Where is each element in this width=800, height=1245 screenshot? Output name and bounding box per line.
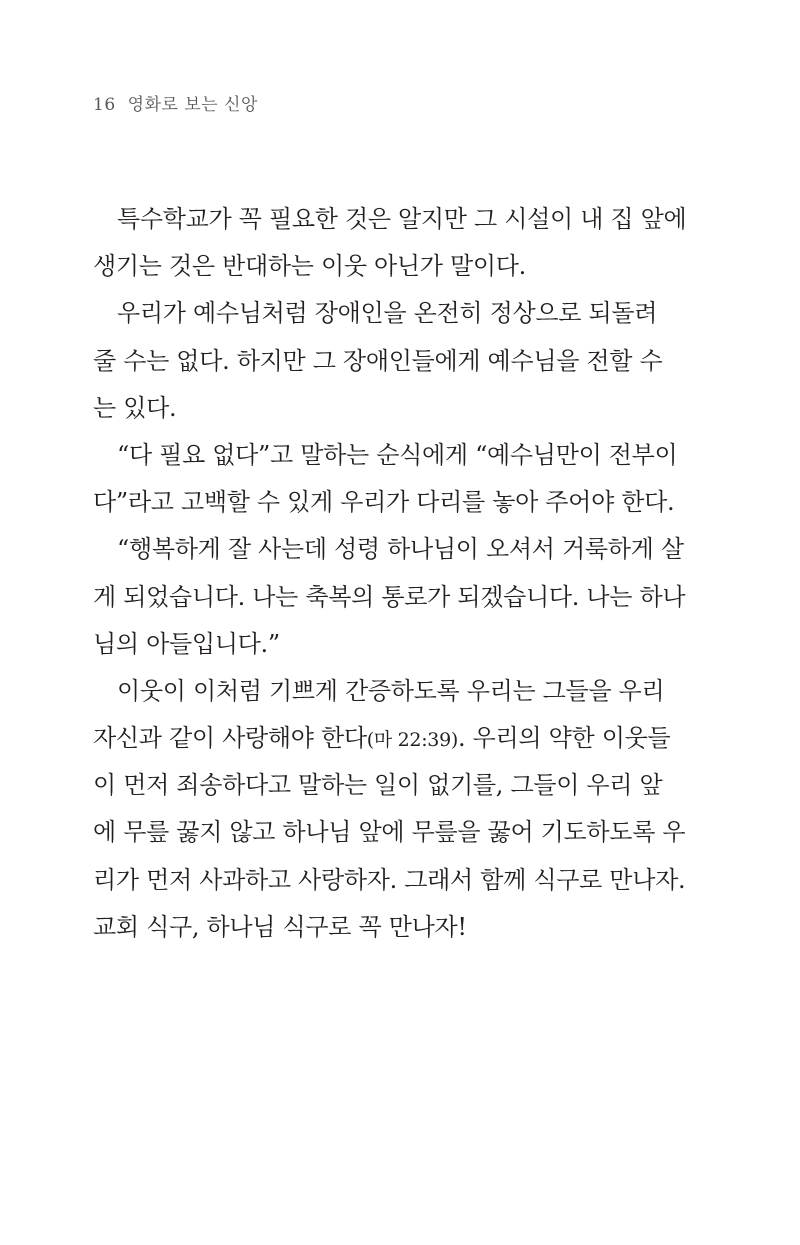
text-segment: 자신과 같이 사랑해야 한다 [93,724,367,753]
text-segment: . 우리의 약한 이웃들 [458,724,671,753]
bible-citation: (마 22:39) [366,729,458,752]
text-line: 이웃이 이처럼 기쁘게 간증하도록 우리는 그들을 우리 [117,676,665,705]
text-line: 에 무릎 꿇지 않고 하나님 앞에 무릎을 꿇어 기도하도록 우 [93,818,686,847]
text-line: 님의 아들입니다.” [93,629,280,658]
text-line: 줄 수는 없다. 하지만 그 장애인들에게 예수님을 전할 수 [93,346,663,375]
text-line: 는 있다. [93,393,177,422]
text-line: 우리가 예수님처럼 장애인을 온전히 정상으로 되돌려 [117,299,658,328]
text-line: 이 먼저 죄송하다고 말하는 일이 없기를, 그들이 우리 앞 [93,771,663,800]
text-line: 생기는 것은 반대하는 이웃 아닌가 말이다. [93,252,527,281]
text-line: 다”라고 고백할 수 있게 우리가 다리를 놓아 주어야 한다. [93,488,675,517]
page-number: 16 [93,95,116,115]
book-title: 영화로 보는 신앙 [127,95,258,115]
text-line-with-citation [93,715,671,762]
text-line: 교회 식구, 하나님 식구로 꼭 만나자! [93,912,467,941]
text-line: 리가 먼저 사과하고 사랑하자. 그래서 함께 식구로 만나자. [93,865,686,894]
text-line: “행복하게 잘 사는데 성령 하나님이 오셔서 거룩하게 살 [117,535,684,564]
text-line: 게 되었습니다. 나는 축복의 통로가 되겠습니다. 나는 하나 [93,582,686,611]
text-line: 특수학교가 꼭 필요한 것은 알지만 그 시설이 내 집 앞에 [117,205,687,233]
running-head [93,90,258,115]
body-text [93,196,687,951]
text-line: “다 필요 없다”고 말하는 순식에게 “예수님만이 전부이 [117,440,678,469]
